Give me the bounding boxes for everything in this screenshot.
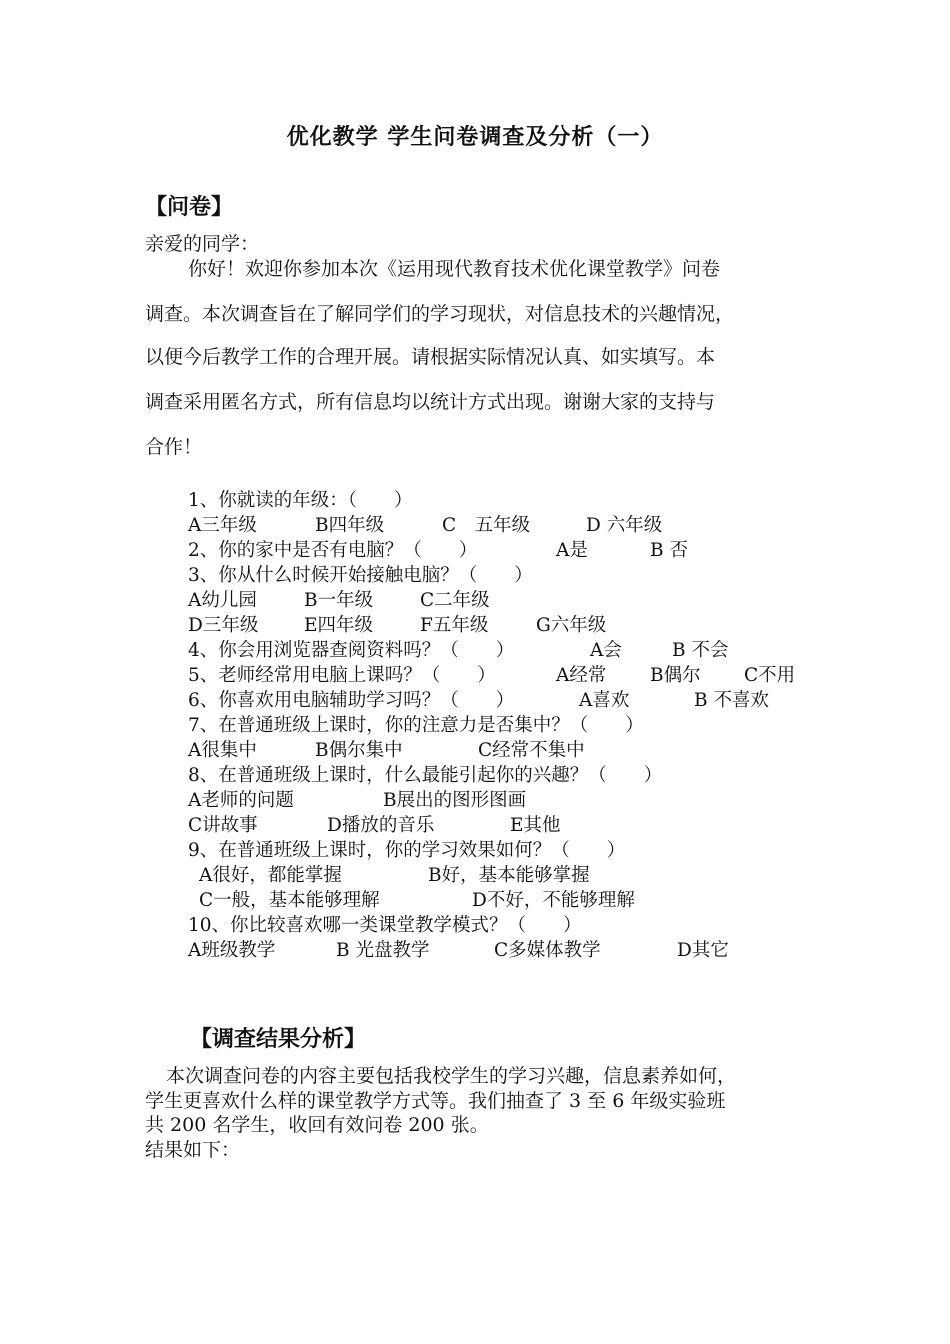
analysis-line: 学生更喜欢什么样的课堂教学方式等。我们抽查了 3 至 6 年级实验班 <box>145 1090 726 1112</box>
option: B偶尔 <box>650 665 701 686</box>
option: D 六年级 <box>586 515 663 536</box>
question-10: 10、你比较喜欢哪一类课堂教学模式？（ ） <box>188 915 582 936</box>
option: E其他 <box>510 815 561 836</box>
option: D不好，不能够理解 <box>472 890 635 911</box>
option: A经常 <box>556 665 607 686</box>
analysis-line: 结果如下： <box>145 1139 241 1161</box>
option: C多媒体教学 <box>494 940 601 961</box>
question-4: 4、你会用浏览器查阅资料吗？（ ） <box>188 640 515 661</box>
question-2: 2、你的家中是否有电脑？（ ） <box>188 540 478 561</box>
option: B 不喜欢 <box>694 690 769 711</box>
analysis-line: 共 200 名学生，收回有效问卷 200 张。 <box>145 1114 489 1136</box>
option: B一年级 <box>304 590 374 611</box>
questionnaire-heading: 【问卷】 <box>145 195 234 220</box>
option: A是 <box>556 540 588 561</box>
option: A会 <box>590 640 622 661</box>
option: B展出的图形图画 <box>383 790 527 811</box>
intro-line: 合作！ <box>145 436 203 458</box>
question-3: 3、你从什么时候开始接触电脑？（ ） <box>188 565 533 586</box>
option: A老师的问题 <box>188 790 294 811</box>
document-title: 优化教学 学生问卷调查及分析（一） <box>286 125 664 150</box>
option: B四年级 <box>315 515 385 536</box>
option: C不用 <box>744 665 796 686</box>
intro-line: 调查采用匿名方式，所有信息均以统计方式出现。谢谢大家的支持与 <box>145 391 716 413</box>
option: B 不会 <box>672 640 729 661</box>
option: A三年级 <box>188 515 257 536</box>
question-1: 1、你就读的年级：（ ） <box>188 490 413 511</box>
option: A很集中 <box>188 740 257 761</box>
option: D其它 <box>677 940 729 961</box>
greeting: 亲爱的同学： <box>145 233 260 255</box>
question-9: 9、在普通班级上课时，你的学习效果如何？（ ） <box>188 840 626 861</box>
option: D三年级 <box>188 615 259 636</box>
option: B 光盘教学 <box>336 940 430 961</box>
option: B偶尔集中 <box>315 740 403 761</box>
option: A喜欢 <box>579 690 630 711</box>
option: A很好，都能掌握 <box>199 865 342 886</box>
intro-line: 以便今后教学工作的合理开展。请根据实际情况认真、如实填写。本 <box>145 346 716 368</box>
option: C二年级 <box>420 590 490 611</box>
question-8: 8、在普通班级上课时，什么最能引起你的兴趣？（ ） <box>188 765 663 786</box>
option: A班级教学 <box>188 940 276 961</box>
analysis-line: 本次调查问卷的内容主要包括我校学生的学习兴趣，信息素养如何， <box>166 1065 737 1087</box>
option: C一般，基本能够理解 <box>199 890 380 911</box>
analysis-heading: 【调查结果分析】 <box>190 1027 367 1052</box>
option: E四年级 <box>304 615 374 636</box>
intro-line: 你好！欢迎你参加本次《运用现代教育技术优化课堂教学》问卷 <box>188 258 721 280</box>
option: F五年级 <box>420 615 489 636</box>
option: C经常不集中 <box>478 740 585 761</box>
question-7: 7、在普通班级上课时，你的注意力是否集中？（ ） <box>188 715 644 736</box>
option: C 五年级 <box>442 515 531 536</box>
option: C讲故事 <box>188 815 258 836</box>
option: D播放的音乐 <box>327 815 435 836</box>
option: A幼儿园 <box>188 590 257 611</box>
intro-line: 调查。本次调查旨在了解同学们的学习现状，对信息技术的兴趣情况， <box>145 303 735 325</box>
option: G六年级 <box>536 615 607 636</box>
option: B 否 <box>650 540 688 561</box>
option: B好，基本能够掌握 <box>428 865 590 886</box>
question-6: 6、你喜欢用电脑辅助学习吗？（ ） <box>188 690 515 711</box>
question-5: 5、老师经常用电脑上课吗？（ ） <box>188 665 496 686</box>
